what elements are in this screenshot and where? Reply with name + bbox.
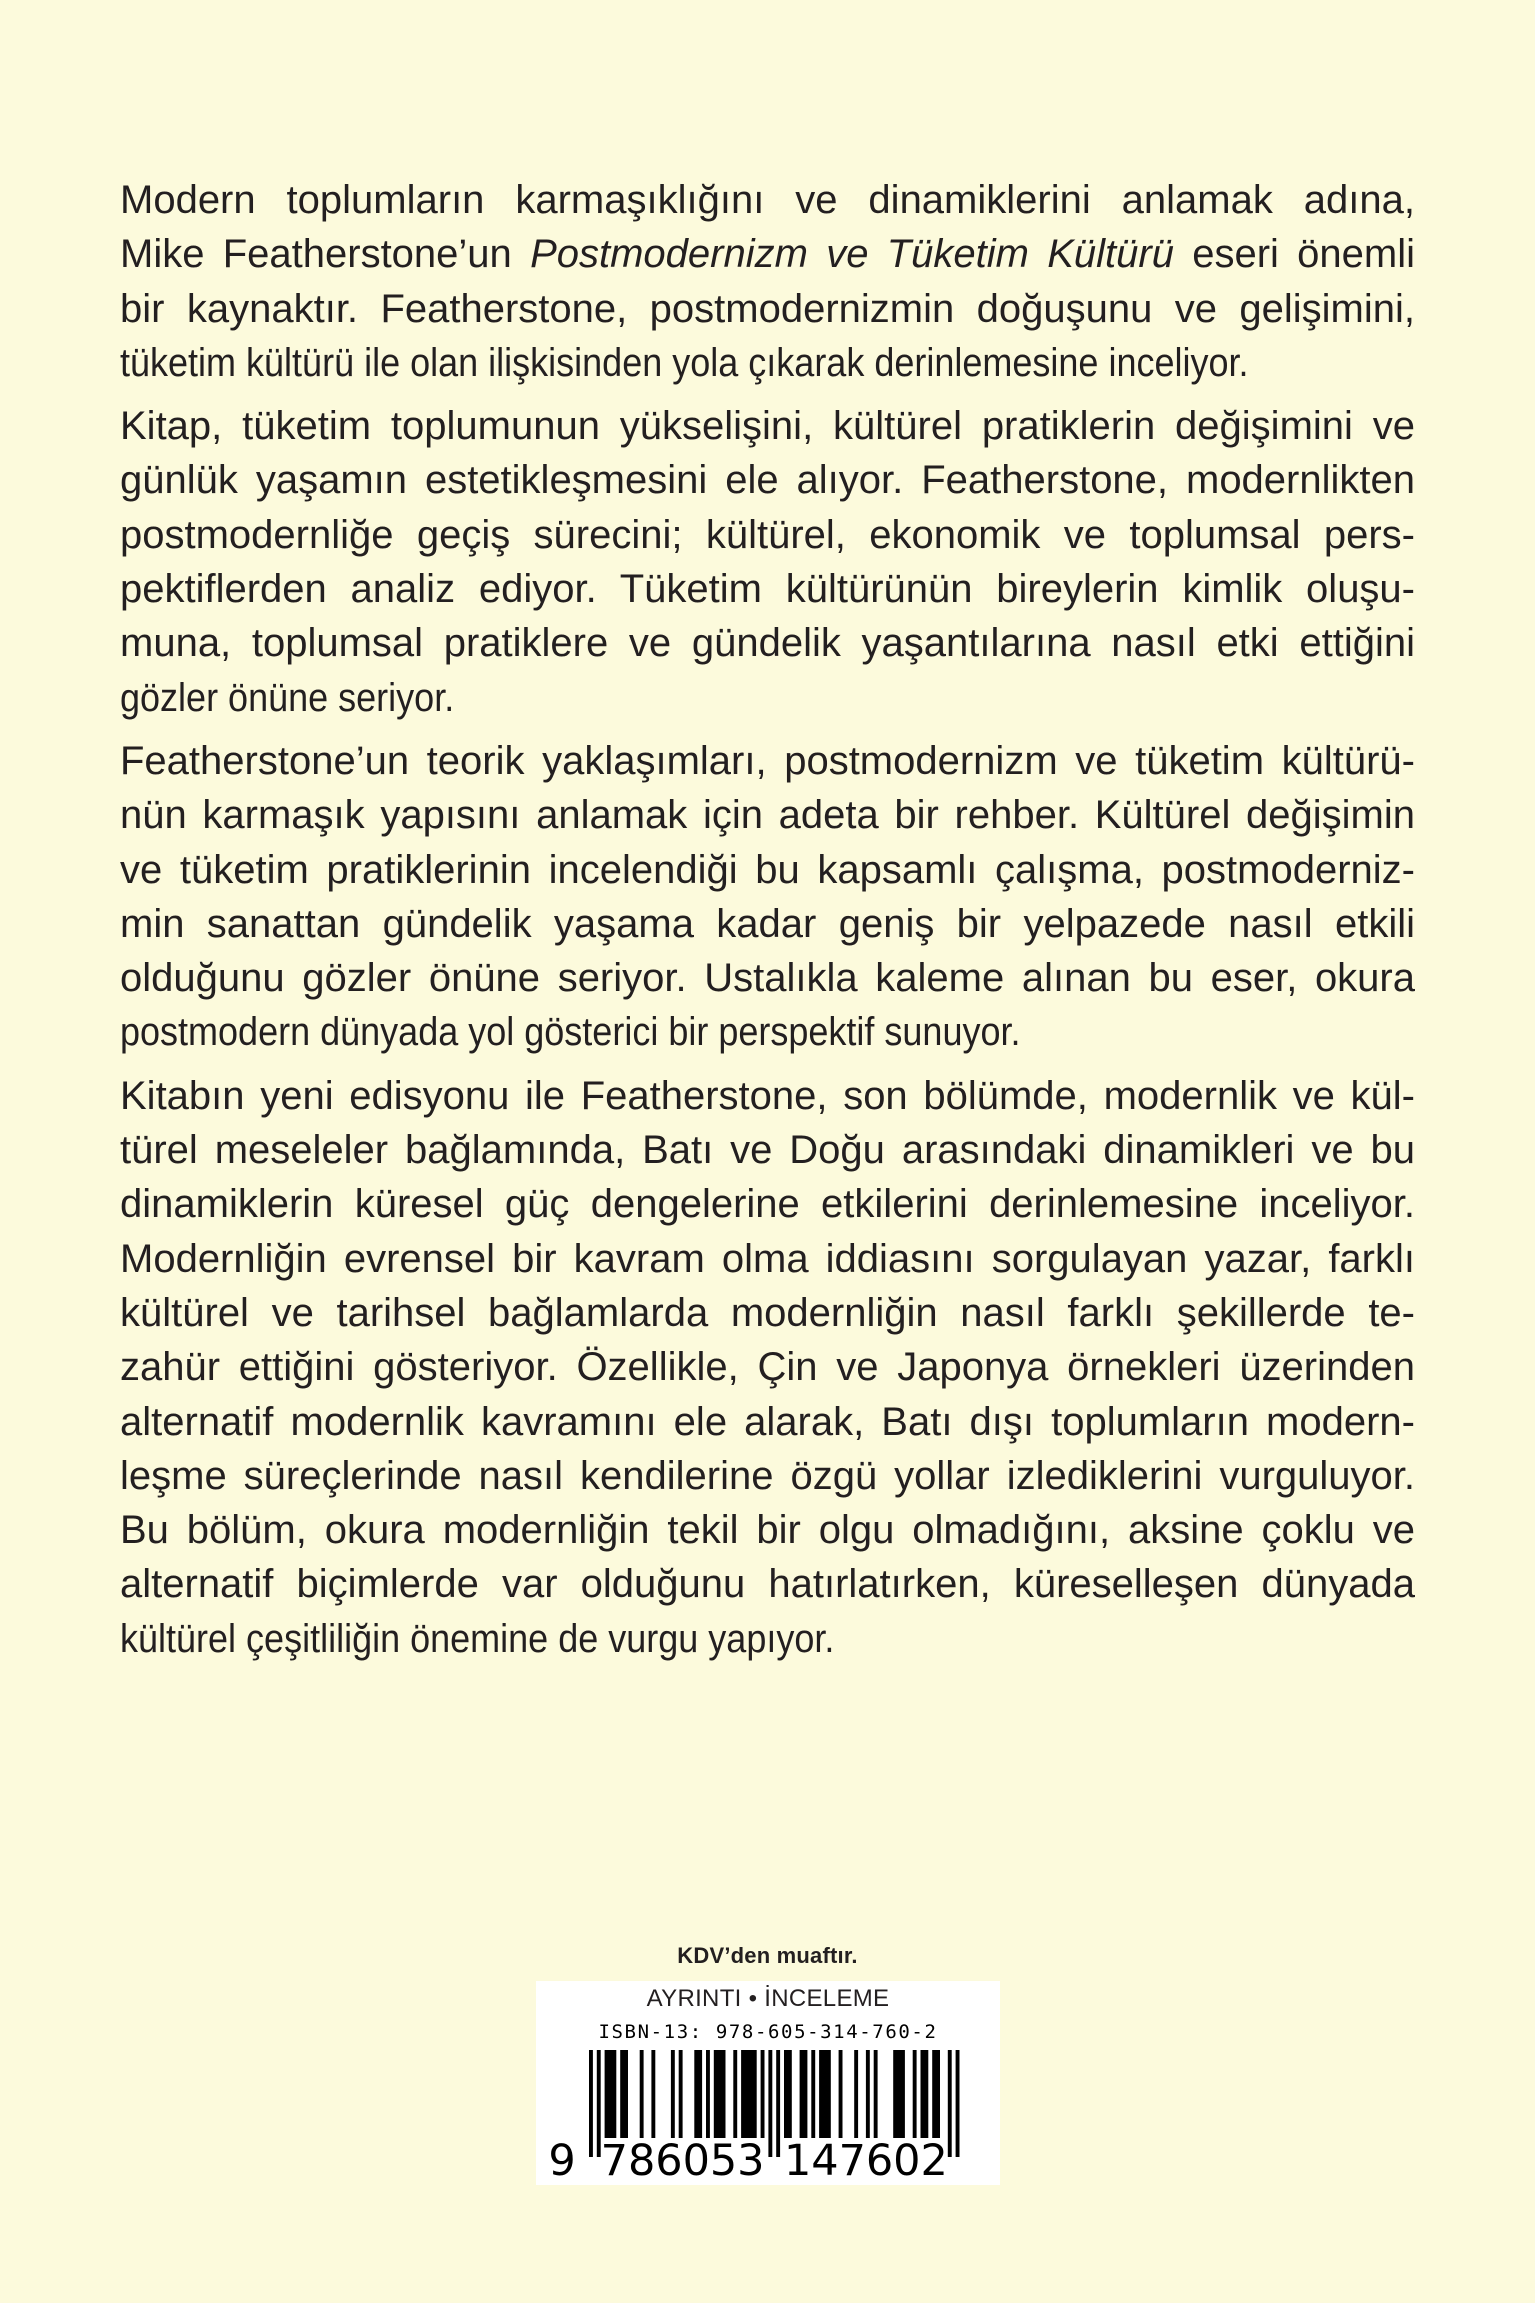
barcode-bar [839,2050,843,2138]
barcode-bar [784,2050,792,2138]
paragraph [120,399,1415,725]
barcode-bar [605,2050,617,2138]
back-cover-blurb [120,173,1415,1675]
text-line: kültürel ve tarihsel bağlamlarda modernliğin nasıl farklı şekillerde te- [120,1290,1415,1335]
text-line: türel meseleler bağlamında, Batı ve Doğu arasındaki dinamikleri ve bu [120,1128,1415,1173]
barcode-bar [819,2050,831,2138]
text-line: postmodernliğe geçiş sürecini; kültürel, ekonomik ve toplumsal pers- [120,512,1415,557]
barcode-bar [948,2050,952,2157]
barcode-bar [589,2050,593,2157]
barcode-bar [741,2050,757,2138]
text-line: ve tüketim pratiklerinin incelendiği bu kapsamlı çalışma, postmoderniz- [120,847,1415,892]
barcode-bar [913,2050,917,2138]
text-line: Featherstone’un teorik yaklaşımları, postmodernizm ve tüketim kültürü- [120,738,1415,783]
text-line: bir kaynaktır. Featherstone, postmodernizmin doğuşunu ve gelişimini, [120,286,1415,331]
barcode-digit: 0 [682,2136,710,2185]
barcode-digit: 0 [893,2136,921,2185]
text-line: kültürel çeşitliliğin önemine de vurgu yapıyor. [120,1616,835,1661]
text-line: tüketim kültürü ile olan ilişkisinden yola çıkarak derinlemesine inceliyor. [120,340,1249,385]
text-line: nün karmaşık yapısını anlamak için adeta bir rehber. Kültürel değişimin [120,793,1415,838]
barcode-bar [768,2050,772,2157]
text-line: Bu bölüm, okura modernliğin tekil bir olgu olmadığını, aksine çoklu ve [120,1508,1415,1553]
barcode-bar [733,2050,737,2138]
barcode-digit: 4 [811,2136,839,2185]
text-line: olduğunu gözler önüne seriyor. Ustalıkla kaleme alınan bu eser, okura [120,956,1415,1001]
text-line: postmodern dünyada yol gösterici bir perspektif sunuyor. [120,1010,1021,1055]
barcode-digit: 7 [600,2136,629,2185]
barcode-bar [866,2050,870,2138]
barcode-bar [921,2050,929,2138]
barcode-bar [776,2050,780,2157]
text-line: alternatif biçimlerde var olduğunu hatırlatırken, küreselleşen dünyada [120,1562,1415,1607]
text-line: günlük yaşamın estetikleşmesini ele alıyor. Featherstone, modernlikten [120,458,1415,503]
barcode-bar [679,2050,683,2138]
ean13-barcode [536,1981,1000,2185]
barcode-bar [640,2050,644,2138]
text-line: dinamiklerin küresel güç dengelerine etkilerini derinlemesine inceliyor. [120,1182,1415,1227]
barcode-bar [811,2050,815,2138]
barcode-bar [761,2050,765,2138]
barcode-bar [694,2050,702,2138]
barcode-bar [714,2050,726,2138]
barcode-digit: 3 [737,2136,765,2185]
barcode-digit: 1 [783,2136,812,2185]
barcode-digit: 6 [655,2136,683,2185]
text-line: muna, toplumsal pratiklere ve gündelik yaşantılarına nasıl etki ettiğini [120,621,1415,666]
barcode-bar [874,2050,878,2138]
barcode-bar [671,2050,675,2138]
barcode-bar [620,2050,628,2138]
isbn-text: ISBN-13: 978-605-314-760-2 [598,2021,938,2043]
barcode-digit: 5 [709,2136,738,2185]
text-line: Modern toplumların karmaşıklığını ve dinamiklerini anlamak adına, [120,178,1415,222]
barcode-digit: 6 [865,2136,894,2185]
barcode-bar [893,2050,905,2138]
paragraph [120,734,1415,1060]
text-line: pektiflerden analiz ediyor. Tüketim kültürünün bireylerin kimlik oluşu- [120,567,1415,612]
barcode-bar [854,2050,858,2138]
text-line: Kitabın yeni edisyonu ile Featherstone, son bölümde, modernlik ve kül- [120,1073,1415,1118]
text-line: Modernliğin evrensel bir kavram olma iddiasını sorgulayan yazar, farklı [120,1236,1415,1281]
barcode-label [536,1981,1000,2185]
text-line: min sanattan gündelik yaşama kadar geniş bir yelpazede nasıl etkili [120,901,1415,946]
text-line: gözler önüne seriyor. [120,675,455,720]
barcode-digit: 2 [920,2136,948,2185]
text-line: zahür ettiğini gösteriyor. Özellikle, Çin ve Japonya örnekleri üzerinden [120,1345,1415,1390]
paragraph [120,173,1415,390]
series-label: AYRINTI • İNCELEME [646,1985,890,2012]
tax-exempt-note: KDV’den muaftır. [677,1943,858,1968]
text-line: leşme süreçlerinde nasıl kendilerine özgü yollar izlediklerini vurguluyor. [120,1453,1415,1498]
book-title: Postmodernizm ve Tüketim Kültürü [530,232,1174,277]
barcode-digit: 9 [548,2136,576,2185]
barcode-digit: 8 [627,2136,656,2185]
barcode-bar [932,2050,940,2138]
barcode-digit: 7 [838,2136,866,2185]
text-line: alternatif modernlik kavramını ele alarak, Batı dışı toplumların modern- [120,1399,1415,1444]
text-line: Mike Featherstone’un Postmodernizm ve Tüketim Kültürü eseri önemli [120,232,1416,277]
barcode-bar [706,2050,710,2138]
barcode-bar [800,2050,808,2138]
text-line: Kitap, tüketim toplumunun yükselişini, kültürel pratiklerin değişimini ve [120,404,1415,449]
barcode-bar [651,2050,655,2138]
paragraph [120,1069,1415,1666]
barcode-bar [956,2050,960,2157]
